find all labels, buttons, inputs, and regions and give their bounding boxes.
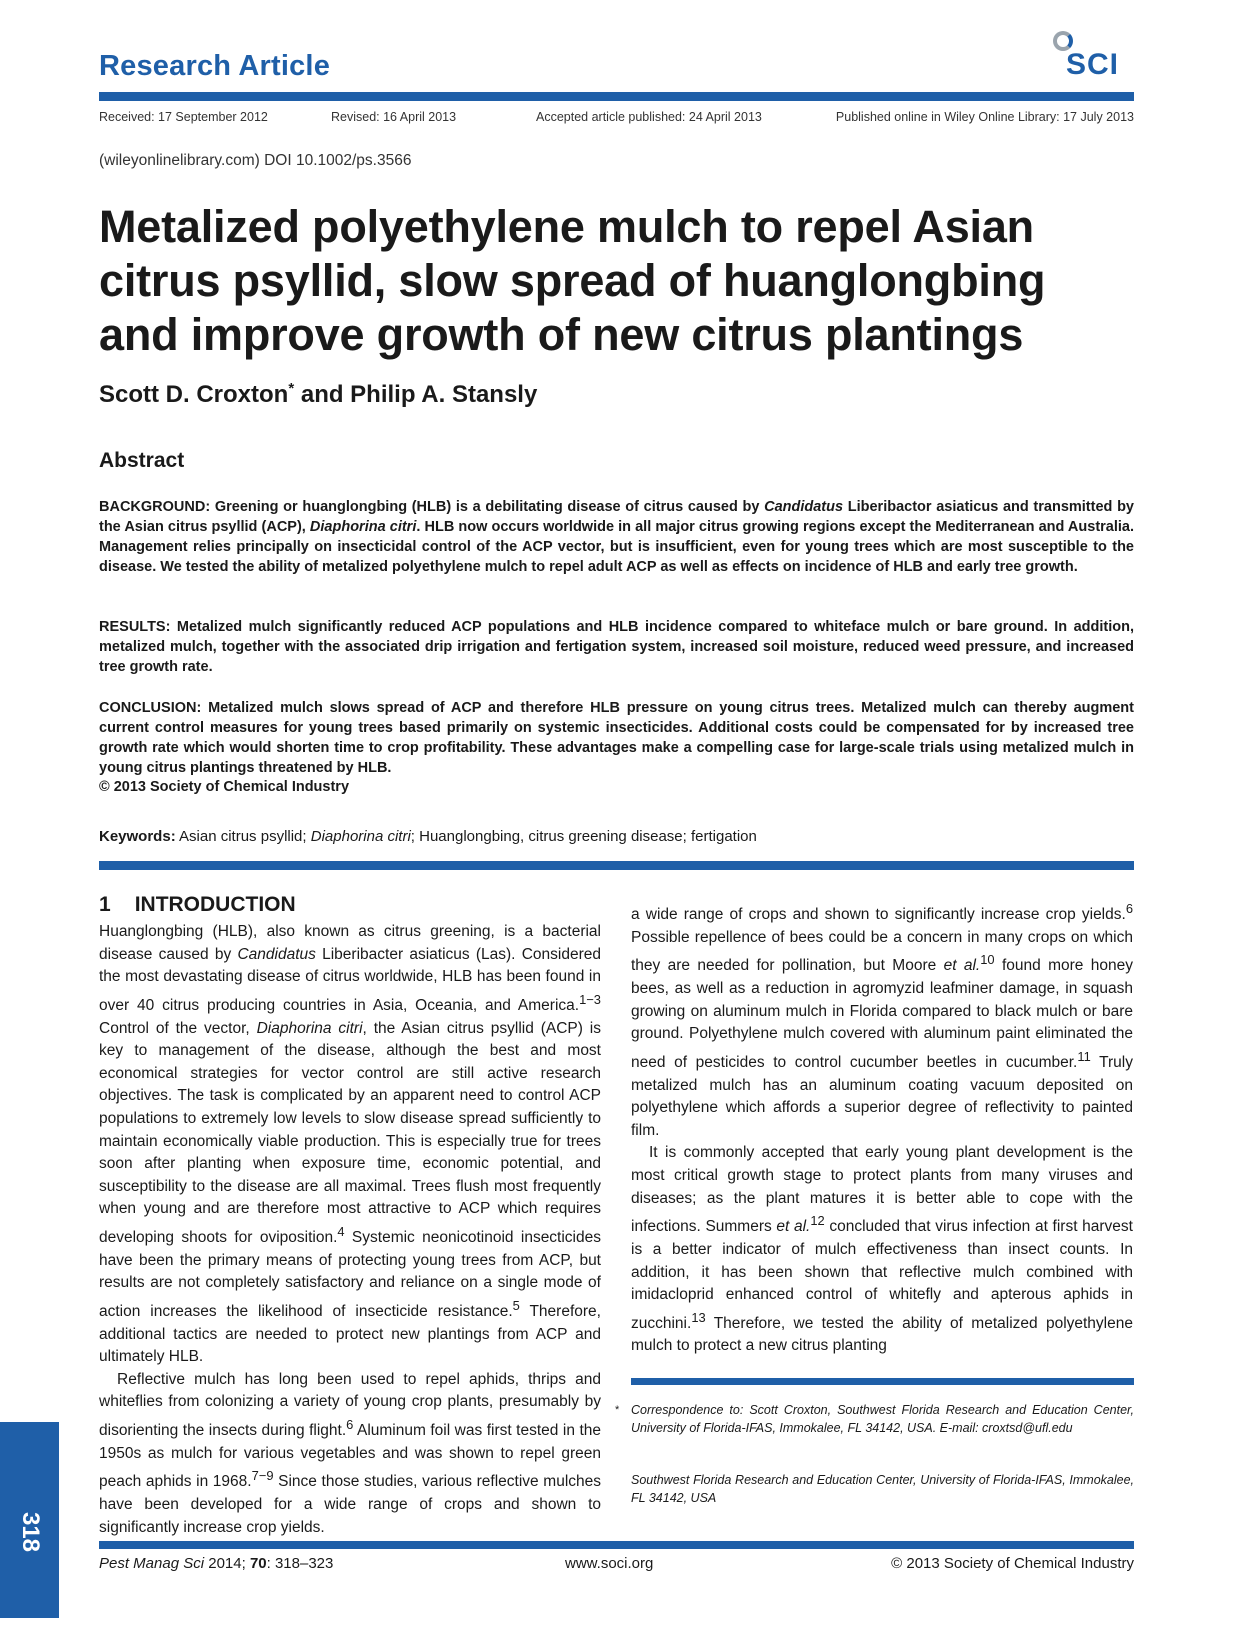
right-column — [631, 898, 1133, 1358]
doi: (wileyonlinelibrary.com) DOI 10.1002/ps.3566 — [99, 152, 412, 169]
abstract-heading: Abstract — [99, 449, 185, 472]
page-number-tab — [0, 1422, 59, 1618]
authors — [99, 380, 537, 409]
intro-paragraph-1: Huanglongbing (HLB), also known as citrus greening, is a bacterial disease caused by Candidatus Liberibacter asiaticus (Las). Considered the most devastating disease of citrus worldwide, HLB has been found in over 40 citrus producing countries in Asia, Oceania, and America.$^{1-3}$ Control of the vector, Diaphorina citri, the Asian citrus psyllid (ACP) is key to management of the disease, although the best and most economical strategies for vector control are still active research objectives. The task is complicated by an apparent need to control ACP populations to extremely low levels to slow disease spread sufficiently to maintain economically viable production. This is especially true for trees soon after planting when exposure time, economic potential, and susceptibility to the disease are all maximal. Trees flush most frequently when young and are therefore most attractive to ACP which requires developing shoots for oviposition.$^4$ Systemic neonicotinoid insecticides have been the primary means of protecting young trees from ACP, but results are not completely satisfactory and reliance on a single mode of action increases the likelihood of insecticide resistance.$^5$ Therefore, additional tactics are needed to protect new plantings from ACP and ultimately HLB. — [99, 923, 601, 1366]
logo-text: SCI — [1066, 48, 1120, 81]
footnote-mark: * — [615, 1404, 620, 1416]
title-line-3: and improve growth of new citrus plantings — [99, 309, 1024, 360]
section-label: Research Article — [99, 50, 331, 82]
title-line-1: Metalized polyethylene mulch to repel Asian — [99, 201, 1034, 252]
sci-logo — [1050, 28, 1132, 84]
accepted-date: Accepted article published: 24 April 2013 — [536, 110, 762, 124]
abstract-background: BACKGROUND: Greening or huanglongbing (HLB) is a debilitating disease of citrus caused by Candidatus Liberibactor asiaticus and transmitted by the Asian citrus psyllid (ACP), Diaphorina citri. HLB now occurs worldwide in all major citrus growing regions except the Mediterranean and Australia. Management relies principally on insecticidal control of the ACP vector, but is insufficient, even for young trees which are most susceptible to the disease. We tested the ability of metalized polyethylene mulch to repel adult ACP as well as effects on incidence of HLB and early tree growth. — [99, 499, 1134, 575]
keywords: Keywords: Asian citrus psyllid; Diaphorina citri; Huanglongbing, citrus greening disease; fertigation — [99, 828, 757, 845]
footnote-rule — [631, 1378, 1134, 1385]
affiliation-footnote: Southwest Florida Research and Education Center, University of Florida-IFAS, Immokalee, FL 34142, USA — [631, 1473, 1134, 1505]
abstract-results: RESULTS: Metalized mulch significantly reduced ACP populations and HLB incidence compared to whiteface mulch or bare ground. In addition, metalized mulch, together with the associated drip irrigation and fertigation system, increased soil moisture, reduced weed pressure, and increased tree growth rate. — [99, 619, 1134, 675]
abstract-copyright: © 2013 Society of Chemical Industry — [99, 779, 350, 795]
author-croxton: Scott D. Croxton — [99, 381, 289, 408]
footer-rule — [99, 1541, 1134, 1549]
page-number: 318 — [17, 1511, 44, 1553]
correspondence-mark: * — [288, 380, 295, 397]
published-date: Published online in Wiley Online Library: 17 July 2013 — [835, 110, 1134, 124]
section-number: 1 — [99, 893, 111, 916]
intro-paragraph-2-start: Reflective mulch has long been used to repel aphids, thrips and whiteflies from colonizing a variety of young crop plants, presumably by disorienting the insects during flight.$^6$ Aluminum foil was first tested in the 1950s as mulch for various vegetables and was shown to repel green peach aphids in 1968.$^{7-9}$ Since those studies, various reflective mulches have been developed for a wide range of crops and shown to significantly increase crop yields. — [99, 1370, 602, 1536]
correspondence-footnote: * Correspondence to: Scott Croxton, Southwest Florida Research and Education Center, University of Florida-IFAS, Immokalee, FL 34142, USA. E-mail: croxtsd@ufl.edu — [615, 1403, 1134, 1435]
introduction-heading — [99, 893, 296, 917]
journal-citation: Pest Manag Sci 2014; 70: 318–323 — [99, 1555, 334, 1572]
abstract-rule — [99, 861, 1134, 870]
section-title: INTRODUCTION — [134, 893, 296, 916]
journal-website[interactable]: www.soci.org — [565, 1555, 654, 1572]
keywords-label: Keywords: — [99, 828, 176, 845]
footer-copyright: © 2013 Society of Chemical Industry — [891, 1555, 1134, 1572]
intro-paragraph-3: It is commonly accepted that early young plant development is the most critical growth stage to protect plants from many viruses and diseases; as the plant matures it is better able to cope with the infections. Summers et al.$^{12}$ concluded that virus infection at first harvest is a better indicator of mulch effectiveness than insect counts. In addition, it has been shown that reflective mulch combined with imidacloprid enhanced control of whitefly and apterous aphids in zucchini.$^{13}$ Therefore, we tested the ability of metalized polyethylene mulch to protect a new citrus planting — [631, 1144, 1133, 1355]
article-title — [99, 200, 1139, 362]
header-rule — [99, 92, 1134, 101]
intro-paragraph-2-continued: a wide range of crops and shown to significantly increase crop yields.$^6$ Possible repellence of bees could be a concern in many crops on which they are needed for pollination, but Moore et al.$^{10}$ found more honey bees, as well as a reduction in agromyzid leafminer damage, in squash growing on aluminum mulch in Florida compared to black mulch or bare ground. Polyethylene mulch covered with aluminum paint eliminated the need of pesticides to control cucumber beetles in cucumber.$^{11}$ Truly metalized mulch has an aluminum coating vacuum deposited on polyethylene which affords a superior degree of reflectivity to painted film. — [631, 901, 1133, 1139]
revised-date: Revised: 16 April 2013 — [331, 110, 457, 124]
received-date: Received: 17 September 2012 — [99, 110, 268, 124]
left-column — [99, 921, 601, 1539]
title-line-2: citrus psyllid, slow spread of huanglongbing — [99, 255, 1046, 306]
abstract-conclusion: CONCLUSION: Metalized mulch slows spread of ACP and therefore HLB pressure on young citrus trees. Metalized mulch can thereby augment current control measures for young trees based primarily on systemic insecticides. Additional costs could be compensated for by increased tree growth rate which would shorten time to crop profitability. These advantages make a compelling case for large-scale trials using metalized mulch in young citrus plantings threatened by HLB. — [99, 700, 1134, 776]
author-stansly: and Philip A. Stansly — [294, 381, 538, 408]
